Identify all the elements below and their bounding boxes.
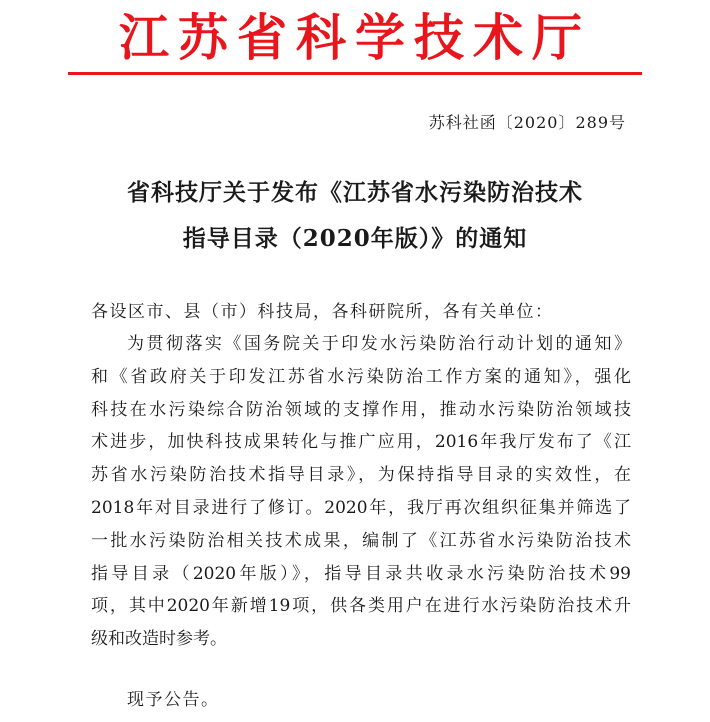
document-title [0,170,710,262]
body-line: 指导目录（2020年版）》，指导目录共收录水污染防治技术99 [91,563,631,584]
body-line: 级和改造时参考。 [91,629,227,650]
body-line: 一批水污染防治相关技术成果，编制了《江苏省水污染防治技术 [91,530,631,551]
body-line: 项，其中2020年新增19项，供各类用户在进行水污染防治技术升 [91,596,631,617]
letterhead-red-rule [68,72,642,75]
closing-statement: 现予公告。 [127,690,220,710]
body-line: 2018年对目录进行了修订。2020年，我厅再次组织征集并筛选了 [91,497,631,518]
body-line: 和《省政府关于印发江苏省水污染防治工作方案的通知》，强化 [91,366,631,387]
body-paragraph [91,328,631,656]
document-title-line-1: 省科技厅关于发布《江苏省水污染防治技术 [127,179,583,206]
body-line: 科技在水污染综合防治领域的支撑作用，推动水污染防治领域技 [91,399,631,420]
body-line: 为贯彻落实《国务院关于印发水污染防治行动计划的通知》 [127,334,631,354]
salutation: 各设区市、县（市）科技局，各科研院所，各有关单位： [91,302,554,322]
body-line: 苏省水污染防治技术指导目录》，为保持指导目录的实效性，在 [91,465,631,486]
document-title-line-2: 指导目录（2020年版）》的通知 [182,225,528,252]
document-number: 苏科社函〔2020〕289号 [428,113,626,132]
body-line: 术进步，加快科技成果转化与推广应用，2016年我厅发布了《江 [91,432,631,453]
letterhead-title: 江苏省科学技术厅 [119,8,591,67]
